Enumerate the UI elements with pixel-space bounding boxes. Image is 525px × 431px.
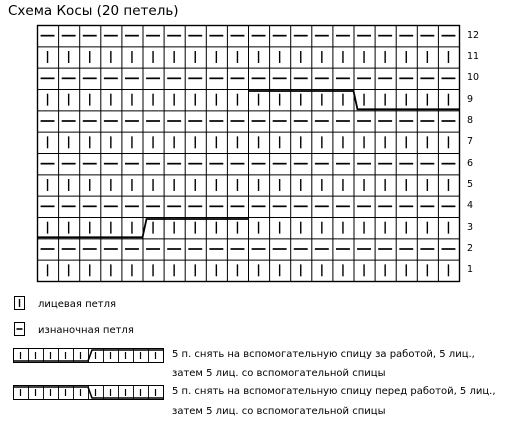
legend-cable-front-line2: затем 5 лиц. со вспомогательной спицы — [172, 406, 386, 417]
row-number-7: 7 — [467, 136, 474, 148]
legend-cable-back-line2: затем 5 лиц. со вспомогательной спицы — [172, 368, 386, 379]
row-number-1: 1 — [467, 264, 474, 276]
row-number-5: 5 — [467, 179, 474, 190]
chart-title: Схема Косы (20 петель) — [8, 3, 179, 19]
row-number-4: 4 — [467, 200, 474, 212]
legend-knit-label: лицевая петля — [38, 299, 116, 310]
row-number-2: 2 — [467, 243, 474, 254]
purl-stitch-symbol — [14, 322, 26, 337]
legend-cable-back-line1: 5 п. снять на вспомогательную спицу за работой, 5 лиц., — [172, 349, 475, 360]
row-number-10: 10 — [467, 72, 480, 84]
cable-front-symbol — [13, 385, 165, 401]
legend-cable-front-line1: 5 п. снять на вспомогательную спицу перед работой, 5 лиц., — [172, 386, 496, 397]
row-number-6: 6 — [467, 157, 474, 169]
cable-back-symbol — [13, 348, 165, 364]
row-number-9: 9 — [467, 93, 474, 105]
row-number-8: 8 — [467, 115, 474, 126]
row-number-12: 12 — [467, 29, 480, 41]
row-number-3: 3 — [467, 221, 474, 233]
row-number-11: 11 — [467, 51, 480, 62]
legend-purl-label: изнаночная петля — [38, 325, 134, 336]
knit-stitch-symbol — [14, 296, 26, 311]
